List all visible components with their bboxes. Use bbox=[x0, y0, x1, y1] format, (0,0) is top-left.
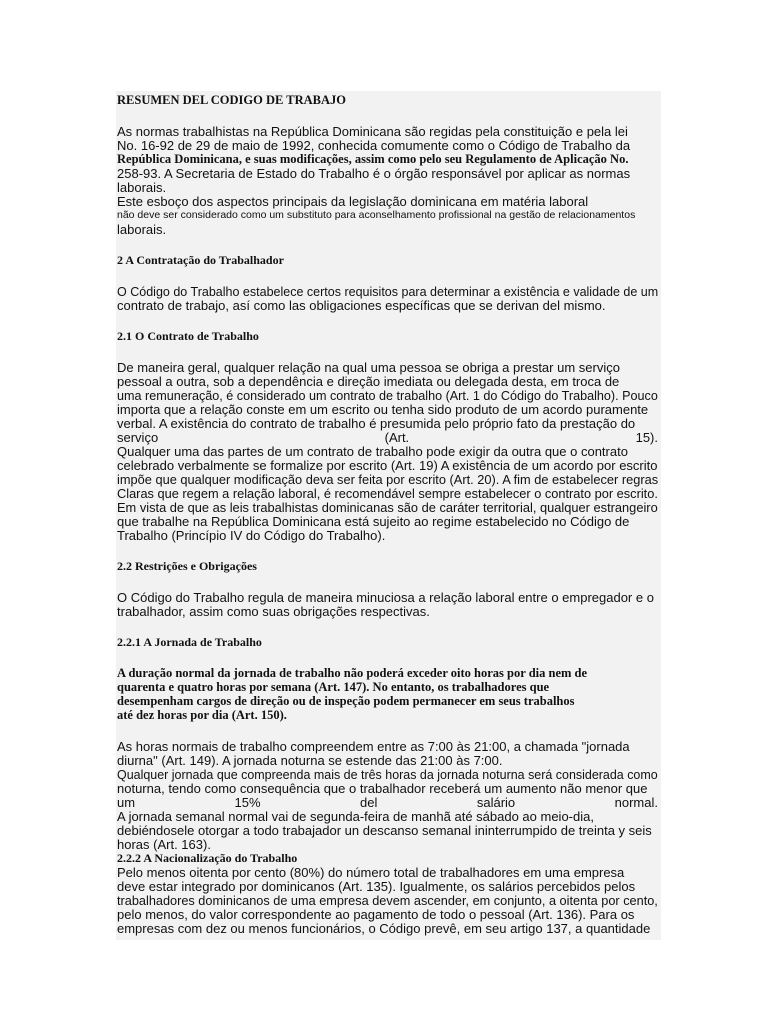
intro-line: não deve ser considerado como um substituto para aconselhamento profissional na gestão de relacionamentos bbox=[117, 209, 636, 221]
word: normal. bbox=[614, 795, 658, 810]
intro-line: 258-93. A Secretaria de Estado do Trabalho é o órgão responsável por aplicar as normas bbox=[117, 166, 631, 181]
paragraph-line: que trabalhe na República Dominicana está sujeito ao regime estabelecido no Código de bbox=[117, 514, 630, 529]
section-heading: 2 A Contratação do Trabalhador bbox=[117, 253, 284, 267]
paragraph-line: celebrado verbalmente se formalize por escrito (Art. 19) A existência de um acordo por escrito bbox=[117, 458, 658, 473]
word: 15% bbox=[234, 795, 261, 810]
paragraph-line: pessoal a outra, sob a dependência e direção imediata ou delegada desta, em troca de bbox=[117, 374, 620, 389]
intro-line: As normas trabalhistas na República Dominicana são regidas pela constituição e pela lei bbox=[117, 124, 628, 139]
paragraph-line: debiéndosele otorgar a todo trabajador un descanso semanal ininterrumpido de treinta y seis bbox=[117, 823, 652, 838]
word: (Art. bbox=[384, 430, 410, 445]
paragraph-line: impõe que qualquer modificação deva ser feita por escrito (Art. 20). A fim de estabelecer regras bbox=[117, 472, 659, 487]
paragraph-line: contrato de trabajo, así como las obligaciones específicas que se derivan del mismo. bbox=[117, 298, 606, 313]
intro-line: laborais. bbox=[117, 222, 167, 237]
paragraph-line: Qualquer jornada que compreenda mais de três horas da jornada noturna será considerada como bbox=[117, 767, 658, 782]
intro-line: No. 16-92 de 29 de maio de 1992, conhecida comumente como o Código de Trabalho da bbox=[117, 138, 631, 153]
paragraph-line: trabalhador, assim como suas obrigações respectivas. bbox=[117, 604, 430, 619]
paragraph-line: Qualquer uma das partes de um contrato de trabalho pode exigir da outra que o contrato bbox=[117, 444, 628, 459]
paragraph-line: pelo menos, do valor correspondente ao pagamento de todo o pessoal (Art. 136). Para os bbox=[117, 907, 635, 922]
intro-line: República Dominicana, e suas modificações, assim como pelo seu Regulamento de Aplicação No. bbox=[117, 152, 629, 166]
word: del bbox=[360, 795, 378, 810]
paragraph-line: Trabalho (Princípio IV do Código do Trabalho). bbox=[117, 528, 386, 543]
section-heading: 2.2.1 A Jornada de Trabalho bbox=[117, 635, 262, 649]
bold-paragraph-line: até dez horas por dia (Art. 150). bbox=[117, 708, 287, 722]
word: serviço bbox=[117, 430, 159, 445]
paragraph-line: Em vista de que as leis trabalhistas dominicanas são de caráter territorial, qualquer estrangeiro bbox=[117, 500, 658, 515]
paragraph-line: empresas com dez ou menos funcionários, o Código prevê, em seu artigo 137, a quantidade bbox=[117, 921, 651, 936]
section-heading: 2.2.2 A Nacionalização do Trabalho bbox=[117, 851, 298, 865]
paragraph-line: noturna, tendo como consequência que o trabalhador receberá um aumento não menor que bbox=[117, 781, 648, 796]
paragraph-line: A jornada semanal normal vai de segunda-feira de manhã até sábado ao meio-dia, bbox=[117, 809, 594, 824]
paragraph-line: diurna" (Art. 149). A jornada noturna se estende das 21:00 às 7:00. bbox=[117, 753, 503, 768]
bold-paragraph-line: A duração normal da jornada de trabalho não poderá exceder oito horas por dia nem de bbox=[117, 666, 588, 680]
paragraph-line: As horas normais de trabalho compreendem entre as 7:00 às 21:00, a chamada "jornada bbox=[117, 739, 630, 754]
paragraph-line: De maneira geral, qualquer relação na qual uma pessoa se obriga a prestar um serviço bbox=[117, 360, 620, 375]
paragraph-line: uma remuneração, é considerado um contrato de trabalho (Art. 1 do Código do Trabalho). Pouco bbox=[117, 388, 658, 403]
paragraph-line: deve estar integrado por dominicanos (Art. 135). Igualmente, os salários percebidos pelos bbox=[117, 879, 636, 894]
bold-paragraph-line: quarenta e quatro horas por semana (Art. 147). No entanto, os trabalhadores que bbox=[117, 680, 550, 694]
paragraph-line: O Código do Trabalho estabelece certos requisitos para determinar a existência e validade de um bbox=[117, 284, 659, 299]
paragraph-line: trabalhadores dominicanos de uma empresa devem ascender, em conjunto, a oitenta por cento, bbox=[117, 893, 658, 908]
justified-line bbox=[117, 795, 658, 810]
document-title: RESUMEN DEL CODIGO DE TRABAJO bbox=[117, 93, 346, 107]
paragraph-line: horas (Art. 163). bbox=[117, 837, 211, 852]
section-heading: 2.2 Restrições e Obrigações bbox=[117, 559, 257, 573]
paragraph-line: importa que a relação conste em um escrito ou tenha sido produto de um acordo puramente bbox=[117, 402, 649, 417]
section-heading: 2.1 O Contrato de Trabalho bbox=[117, 329, 259, 343]
paragraph-line: verbal. A existência do contrato de trabalho é presumida pelo próprio fato da prestação do bbox=[117, 416, 636, 431]
intro-line: Este esboço dos aspectos principais da legislação dominicana em matéria laboral bbox=[117, 194, 589, 209]
word: 15). bbox=[635, 430, 658, 445]
paragraph-line: Claras que regem a relação laboral, é recomendável sempre estabelecer o contrato por escrito. bbox=[117, 486, 658, 501]
intro-line: laborais. bbox=[117, 180, 167, 195]
paragraph-line: Pelo menos oitenta por cento (80%) do número total de trabalhadores em uma empresa bbox=[117, 865, 625, 880]
bold-paragraph-line: desempenham cargos de direção ou de inspeção podem permanecer em seus trabalhos bbox=[117, 694, 575, 708]
word: um bbox=[117, 795, 136, 810]
justified-line bbox=[117, 430, 658, 445]
word: salário bbox=[476, 795, 516, 810]
paragraph-line: O Código do Trabalho regula de maneira minuciosa a relação laboral entre o empregador e o bbox=[117, 590, 654, 605]
